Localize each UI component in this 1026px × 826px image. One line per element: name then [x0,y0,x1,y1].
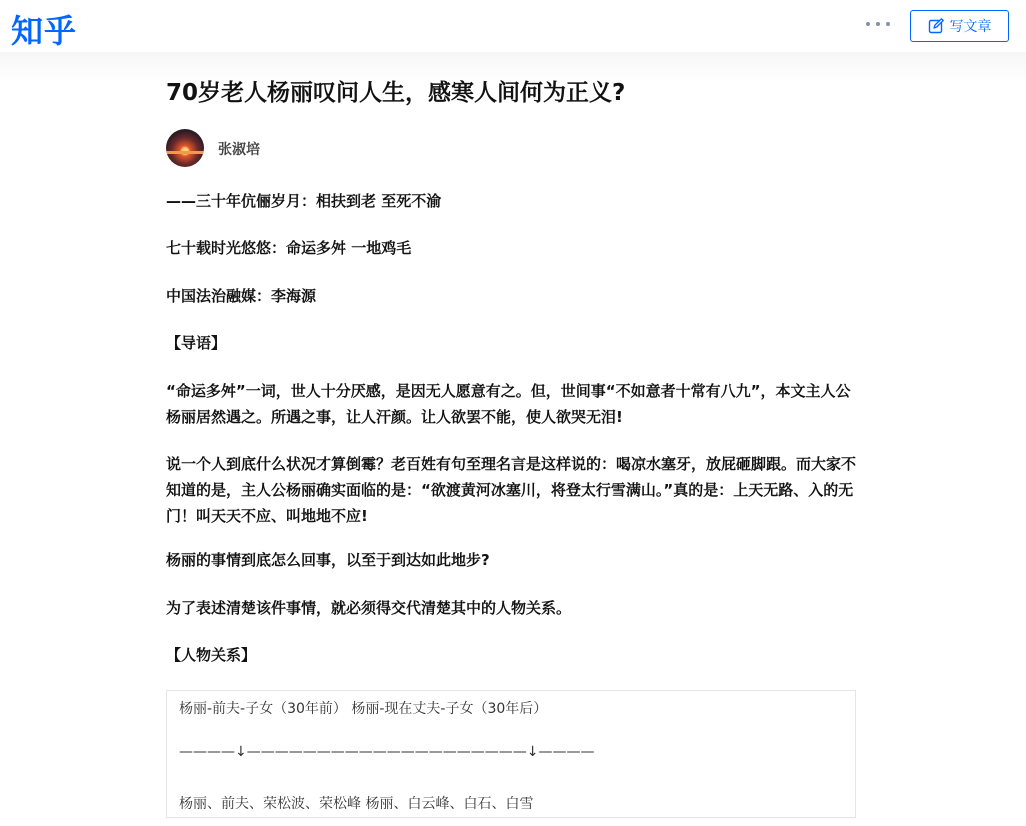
top-navbar [0,0,1026,52]
zhihu-logo[interactable]: 知乎 [11,12,78,50]
paragraph-bad-luck: 说一个人到底什么状况才算倒霉？老百姓有句至理名言是这样说的：喝凉水塞牙，放屁砸脚跟。而大家不知道的是，主人公杨丽确实面临的是：“欲渡黄河冰塞川，将登太行雪满山。”真的是：上天无路、入的无门！叫天天不应、叫地地不应! [166,455,857,525]
write-article-label: 写文章 [949,19,992,35]
article-title: 70岁老人杨丽叹问人生，感寒人间何为正义? [166,80,626,106]
author-name[interactable]: 张淑培 [218,142,260,158]
paragraph-source: 中国法治融媒：李海源 [166,287,317,305]
paragraph-subtitle-2: 七十载时光悠悠：命运多舛 一地鸡毛 [166,239,412,257]
paragraph-intro: “命运多舛”一词，世人十分厌感，是因无人愿意有之。但，世间事“不如意者十常有八九”，本文主人公杨丽居然遇之。所遇之事，让人汗颜。让人欲罢不能，使人欲哭无泪! [166,382,851,426]
paragraph-question: 杨丽的事情到底怎么回事，以至于到达如此地步? [166,551,490,569]
relations-line-1: 杨丽-前夫-子女（30年前） 杨丽-现在丈夫-子女（30年后） [179,701,548,717]
relations-box [166,690,856,818]
paragraph-subtitle-1: ——三十年伉俪岁月：相扶到老 至死不渝 [166,192,442,210]
relations-line-3: 杨丽、前夫、荣松波、荣松峰 杨丽、白云峰、白石、白雪 [179,796,534,812]
paragraph-relations-intro: 为了表述清楚该件事情，就必须得交代清楚其中的人物关系。 [166,599,572,617]
edit-icon [928,18,944,34]
relations-line-2: ————↓————————————————————↓———— [179,744,595,760]
paragraph-intro-heading: 【导语】 [166,334,227,352]
write-article-button[interactable] [910,10,1009,42]
paragraph-relations-heading: 【人物关系】 [166,646,257,664]
more-icon[interactable] [866,15,890,33]
author-avatar[interactable] [166,129,204,167]
